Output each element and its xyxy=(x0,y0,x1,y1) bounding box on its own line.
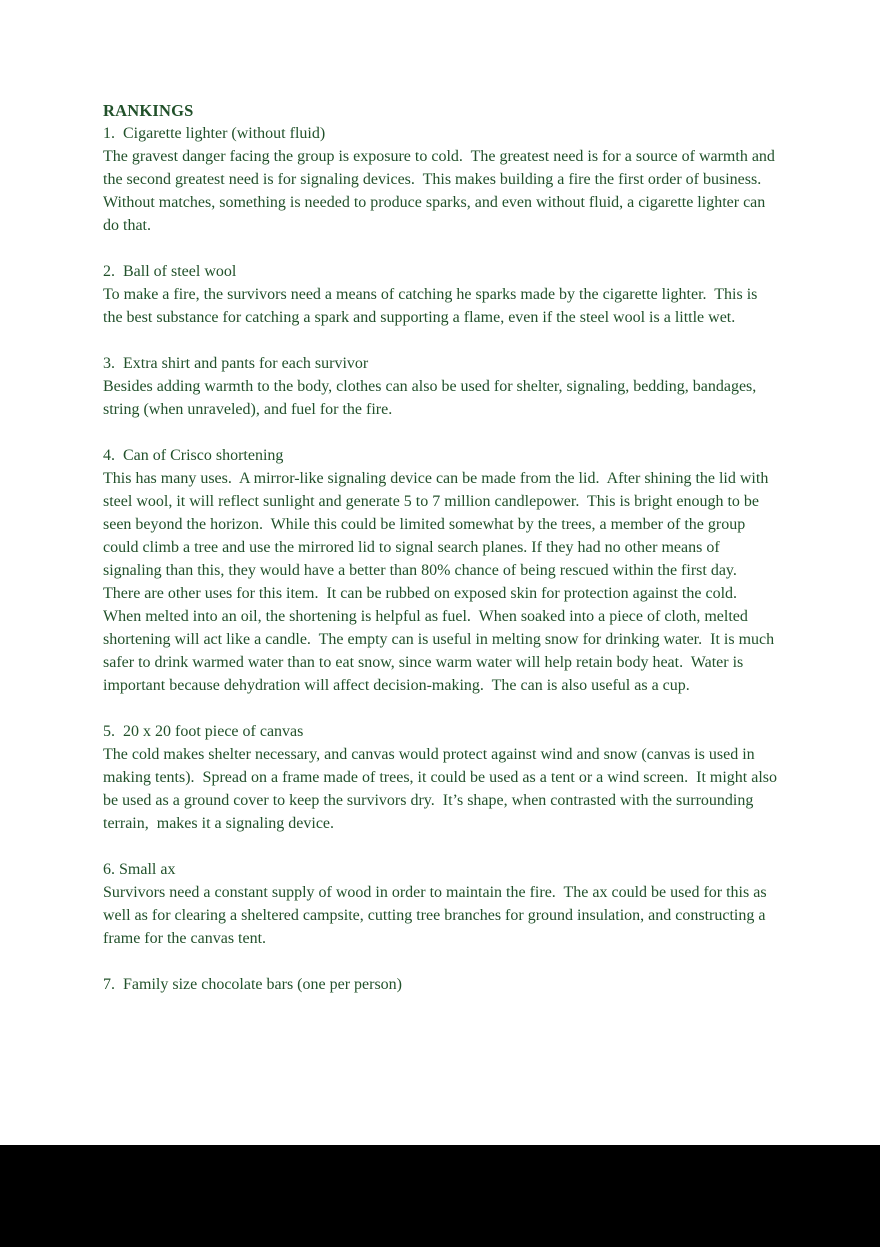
item-6-heading: 6. Small ax xyxy=(103,861,176,878)
ranking-item-2 xyxy=(103,260,780,329)
item-2-heading: 2. Ball of steel wool xyxy=(103,263,237,280)
item-5-paragraph: The cold makes shelter necessary, and canvas would protect against wind and snow (canvas is used in making tents). Spread on a frame made of trees, it could be used as a tent or a wind screen. It might also be used as a ground cover to keep the survivors dry. It’s shape, when contrasted with the surrounding terrain, makes it a signaling device. xyxy=(103,746,782,832)
item-6-paragraph: Survivors need a constant supply of wood in order to maintain the fire. The ax could be used for this as well as for clearing a sheltered campsite, cutting tree branches for ground insulation, and constructing a frame for the canvas tent. xyxy=(103,884,771,947)
ranking-item-7 xyxy=(103,973,780,996)
item-4-paragraph-2: There are other uses for this item. It can be rubbed on exposed skin for protection against the cold. When melted into an oil, the shortening is helpful as fuel. When soaked into a piece of cloth, melted shortening will act like a candle. The empty can is useful in melting snow for drinking water. It is much safer to drink warmed water than to eat snow, since warm water will help retain body heat. Water is important because dehydration will affect decision-making. The can is also useful as a cup. xyxy=(103,585,779,694)
ranking-item-3 xyxy=(103,352,780,421)
item-4-paragraph-1: This has many uses. A mirror-like signaling device can be made from the lid. After shining the lid with steel wool, it will reflect sunlight and generate 5 to 7 million candlepower. This is bright enough to be seen beyond the horizon. While this could be limited somewhat by the trees, a member of the group could climb a tree and use the mirrored lid to signal search planes. If they had no other means of signaling than this, they would have a better than 80% chance of being rescued within the first day. xyxy=(103,470,773,579)
ranking-item-6 xyxy=(103,858,780,950)
ranking-item-4 xyxy=(103,444,780,697)
rankings-title: RANKINGS xyxy=(103,101,194,120)
item-2-paragraph: To make a fire, the survivors need a means of catching he sparks made by the cigarette lighter. This is the best substance for catching a spark and supporting a flame, even if the steel wool is a little wet. xyxy=(103,286,762,326)
item-1-paragraph: The gravest danger facing the group is exposure to cold. The greatest need is for a source of warmth and the second greatest need is for signaling devices. This makes building a fire the first order of business. Without matches, something is needed to produce sparks, and even without fluid, a cigarette lighter can do that. xyxy=(103,148,779,234)
item-3-heading: 3. Extra shirt and pants for each survivor xyxy=(103,355,369,372)
bottom-letterbox-bar xyxy=(0,1145,880,1247)
ranking-item-1 xyxy=(103,122,780,237)
item-3-paragraph: Besides adding warmth to the body, clothes can also be used for shelter, signaling, bedding, bandages, string (when unraveled), and fuel for the fire. xyxy=(103,378,761,418)
item-1-heading: 1. Cigarette lighter (without fluid) xyxy=(103,125,326,142)
item-7-heading: 7. Family size chocolate bars (one per person) xyxy=(103,976,403,993)
item-4-heading: 4. Can of Crisco shortening xyxy=(103,447,284,464)
ranking-item-5 xyxy=(103,720,780,835)
item-5-heading: 5. 20 x 20 foot piece of canvas xyxy=(103,723,304,740)
